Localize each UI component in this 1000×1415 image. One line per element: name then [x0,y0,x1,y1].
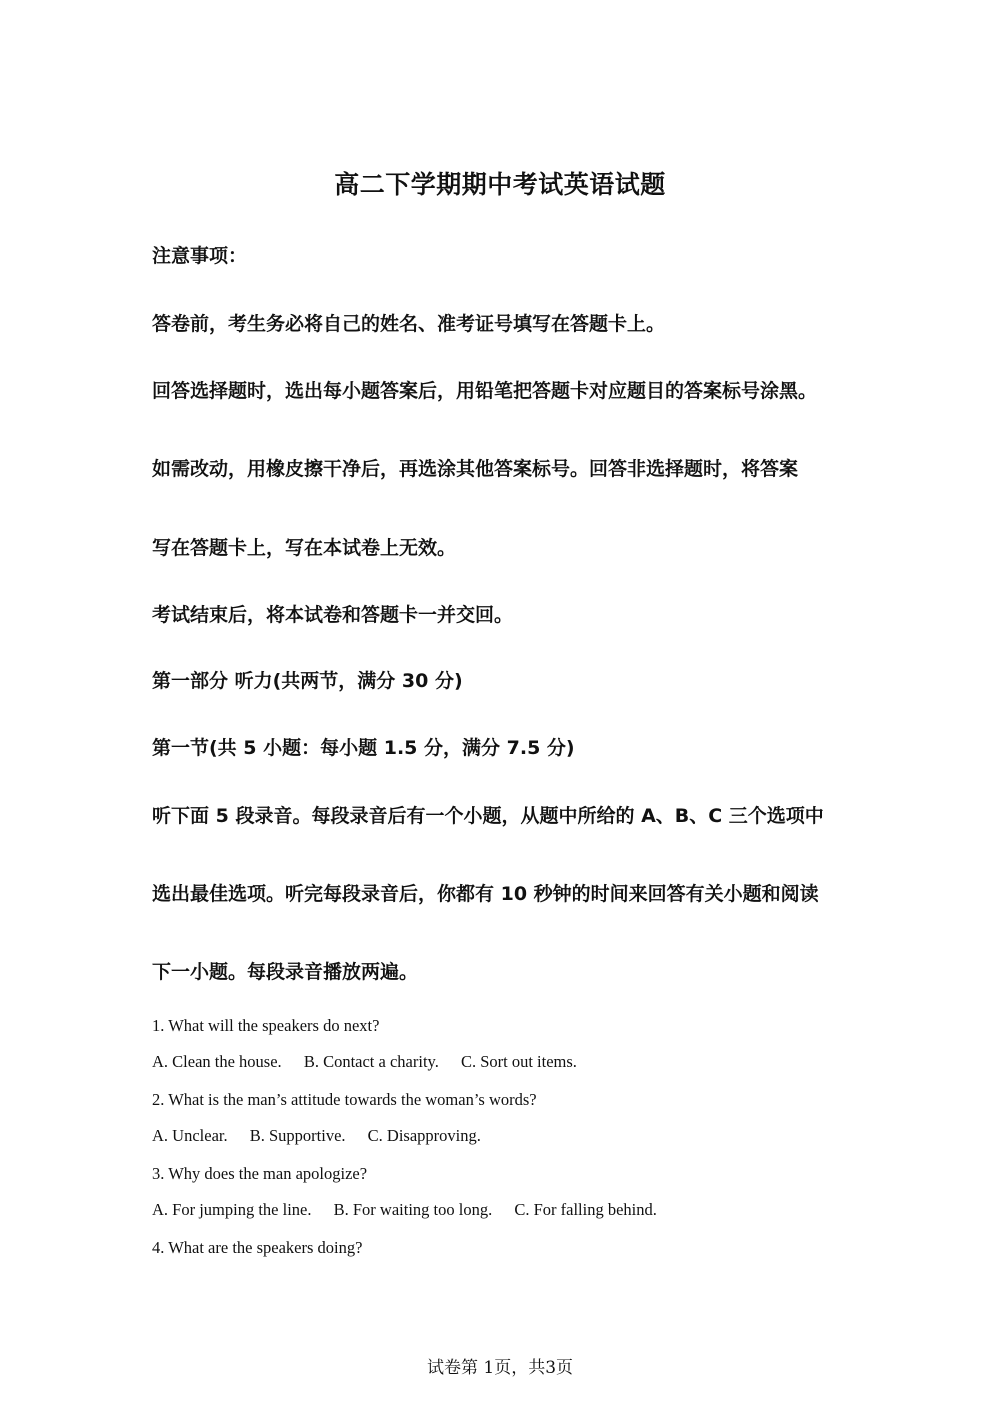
notice-item: 写在答题卡上，写在本试卷上无效。 [152,537,457,559]
question-options [152,1050,595,1074]
question-options [152,1198,675,1222]
notice-heading: 注意事项： [152,245,248,267]
notice-item: 回答选择题时，选出每小题答案后，用铅笔把答题卡对应题目的答案标号涂黑。 [152,380,818,402]
option-c: C. Disapproving. [367,1126,481,1145]
instruction-line: 听下面 5 段录音。每段录音后有一个小题，从题中所给的 A、B、C 三个选项中 [152,805,824,827]
notice-item: 考试结束后，将本试卷和答题卡一并交回。 [152,604,514,626]
option-b: B. For waiting too long. [333,1200,493,1219]
page-title: 高二下学期期中考试英语试题 [334,170,666,199]
question-stem: 1. What will the speakers do next? [152,1016,380,1035]
part-heading: 第一部分 听力(共两节，满分 30 分) [152,670,463,692]
question-stem: 3. Why does the man apologize? [152,1164,368,1183]
notice-item: 如需改动，用橡皮擦干净后，再选涂其他答案标号。回答非选择题时，将答案 [152,458,799,480]
page-footer: 试卷第 1页，共3页 [426,1358,574,1378]
section-heading: 第一节(共 5 小题：每小题 1.5 分，满分 7.5 分) [152,737,575,759]
option-c: C. Sort out items. [460,1052,577,1071]
option-a: A. Clean the house. [152,1052,282,1071]
option-c: C. For falling behind. [514,1200,657,1219]
instruction-line: 选出最佳选项。听完每段录音后，你都有 10 秒钟的时间来回答有关小题和阅读 [152,883,819,905]
question-stem: 4. What are the speakers doing? [152,1238,363,1257]
option-b: B. Supportive. [249,1126,346,1145]
question-stem: 2. What is the man’s attitude towards the woman’s words? [152,1090,537,1109]
option-a: A. Unclear. [152,1126,228,1145]
notice-item: 答卷前，考生务必将自己的姓名、准考证号填写在答题卡上。 [152,313,666,335]
option-a: A. For jumping the line. [152,1200,312,1219]
option-b: B. Contact a charity. [303,1052,439,1071]
instruction-line: 下一小题。每段录音播放两遍。 [152,961,419,983]
question-options [152,1124,499,1148]
